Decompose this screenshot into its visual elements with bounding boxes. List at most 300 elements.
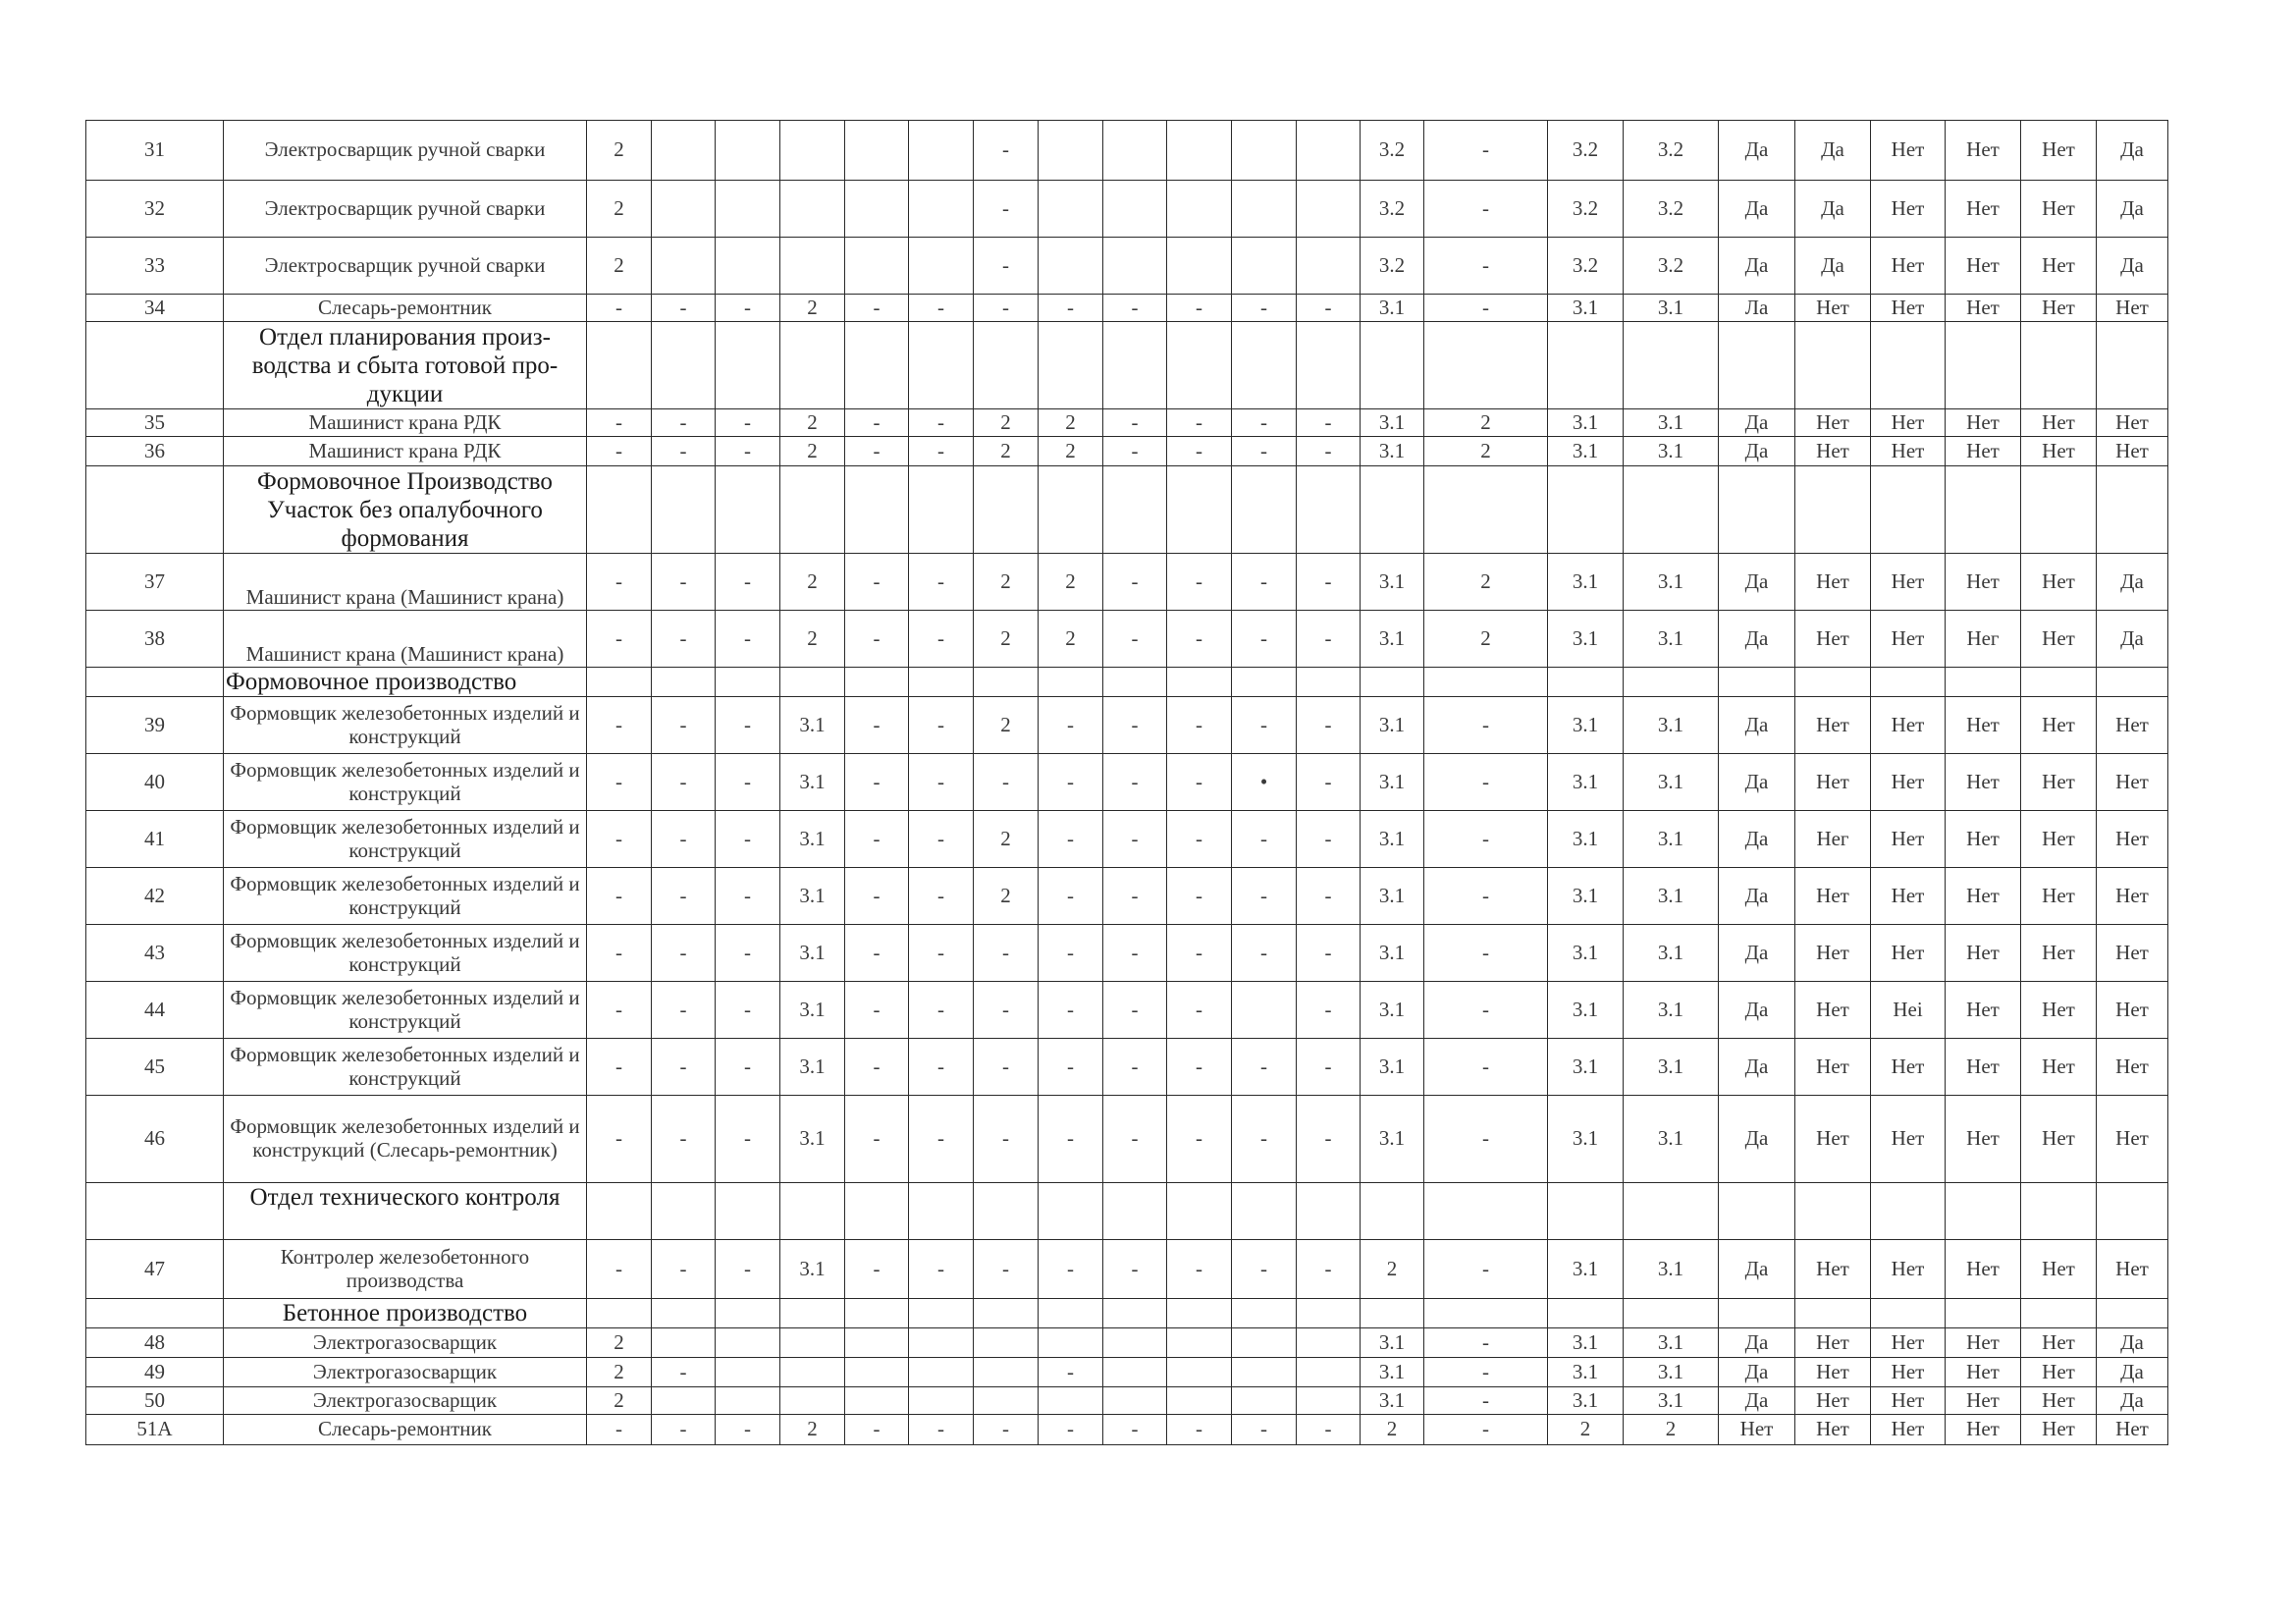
table-cell: - — [587, 611, 652, 668]
row-number: 49 — [86, 1358, 224, 1387]
table-cell: Нет — [1946, 925, 2021, 982]
table-cell: - — [587, 754, 652, 811]
table-cell: 3.1 — [1624, 982, 1719, 1039]
table-cell: Нет — [1871, 437, 1946, 466]
table-cell: - — [1297, 982, 1361, 1039]
table-cell: - — [1232, 925, 1297, 982]
table-cell: Да — [1719, 1387, 1795, 1415]
table-cell: Нет — [1795, 1240, 1871, 1299]
table-cell: Нет — [1795, 409, 1871, 437]
table-cell: Нет — [2021, 121, 2097, 181]
table-cell: Нет — [2021, 409, 2097, 437]
table-cell: - — [909, 868, 974, 925]
table-cell: - — [909, 754, 974, 811]
table-cell — [652, 121, 716, 181]
table-cell: 2 — [587, 181, 652, 238]
table-cell — [652, 1387, 716, 1415]
table-cell: - — [974, 1240, 1039, 1299]
empty-cell — [1039, 1299, 1103, 1328]
table-cell: Нет — [1946, 1240, 2021, 1299]
table-cell: Нет — [1795, 1096, 1871, 1183]
table-cell: - — [909, 811, 974, 868]
table-cell: Нет — [2097, 409, 2168, 437]
table-cell: - — [1424, 1240, 1548, 1299]
table-cell: - — [974, 121, 1039, 181]
table-cell: - — [652, 1415, 716, 1445]
table-cell: - — [1424, 1039, 1548, 1096]
table-cell — [1103, 1328, 1167, 1358]
table-cell: 2 — [974, 811, 1039, 868]
table-cell: Нет — [1795, 868, 1871, 925]
table-cell: 3.1 — [1548, 811, 1624, 868]
empty-cell — [1297, 1299, 1361, 1328]
empty-cell — [1548, 668, 1624, 697]
table-cell: - — [845, 1240, 909, 1299]
table-row — [86, 181, 2168, 238]
empty-cell — [1795, 668, 1871, 697]
empty-cell — [1548, 466, 1624, 554]
empty-cell — [1361, 668, 1424, 697]
empty-cell — [1795, 466, 1871, 554]
table-cell: - — [1297, 811, 1361, 868]
empty-cell — [2021, 322, 2097, 409]
table-cell: - — [1232, 437, 1297, 466]
table-cell: - — [909, 437, 974, 466]
table-cell: Нет — [1795, 554, 1871, 611]
table-cell: Нет — [1871, 1328, 1946, 1358]
table-cell: 2 — [1039, 437, 1103, 466]
table-cell: - — [716, 697, 780, 754]
table-cell: Нет — [1946, 697, 2021, 754]
row-number: 42 — [86, 868, 224, 925]
table-cell: 2 — [780, 437, 845, 466]
table-cell — [1232, 1328, 1297, 1358]
table-cell: - — [909, 1240, 974, 1299]
table-cell: - — [1103, 925, 1167, 982]
empty-cell — [974, 1299, 1039, 1328]
table-cell: 3.1 — [780, 1096, 845, 1183]
section-title: Бетонное производство — [224, 1299, 587, 1328]
table-cell — [1103, 121, 1167, 181]
table-cell: Нет — [1871, 181, 1946, 238]
table-cell: - — [1232, 554, 1297, 611]
table-cell: Нет — [1871, 611, 1946, 668]
empty-cell — [1719, 1299, 1795, 1328]
table-cell: Нет — [1871, 1415, 1946, 1445]
empty-cell — [1167, 466, 1232, 554]
table-cell — [1297, 121, 1361, 181]
table-cell: 2 — [1039, 611, 1103, 668]
table-cell: 2 — [974, 554, 1039, 611]
table-cell: - — [845, 982, 909, 1039]
table-cell — [1297, 1328, 1361, 1358]
table-cell: - — [1167, 811, 1232, 868]
empty-cell — [587, 1299, 652, 1328]
empty-cell — [1624, 1183, 1719, 1240]
table-cell: - — [1167, 611, 1232, 668]
table-cell: 3.1 — [1624, 1039, 1719, 1096]
table-cell: Да — [1719, 437, 1795, 466]
table-cell: - — [652, 611, 716, 668]
table-row — [86, 437, 2168, 466]
table-cell: - — [716, 811, 780, 868]
empty-cell — [1232, 668, 1297, 697]
table-cell: 3.1 — [780, 868, 845, 925]
table-cell: Нет — [2097, 925, 2168, 982]
table-cell: Да — [2097, 121, 2168, 181]
empty-cell — [1719, 322, 1795, 409]
table-cell: - — [1297, 1240, 1361, 1299]
table-cell: - — [587, 295, 652, 322]
table-cell: - — [652, 982, 716, 1039]
table-cell — [1232, 121, 1297, 181]
table-cell: Нет — [2097, 697, 2168, 754]
table-cell: - — [1167, 1039, 1232, 1096]
empty-cell — [845, 1183, 909, 1240]
table-cell: - — [652, 1096, 716, 1183]
table-cell — [780, 238, 845, 295]
table-cell: - — [1103, 868, 1167, 925]
table-cell: - — [652, 437, 716, 466]
table-body — [86, 121, 2168, 1445]
table-cell: 3.1 — [1361, 754, 1424, 811]
job-title: Формовщик железобетонных изделий и конструкций — [224, 697, 587, 754]
table-cell: Нет — [2097, 1096, 2168, 1183]
table-cell: 3.1 — [1361, 697, 1424, 754]
table-cell — [1232, 1387, 1297, 1415]
table-cell: 2 — [974, 868, 1039, 925]
table-cell: 2 — [587, 1387, 652, 1415]
table-cell: Нет — [1946, 295, 2021, 322]
row-number: 36 — [86, 437, 224, 466]
empty-cell — [652, 322, 716, 409]
table-cell: Нет — [1946, 238, 2021, 295]
table-cell: 2 — [780, 409, 845, 437]
empty-cell — [2021, 466, 2097, 554]
table-cell: 3.1 — [780, 811, 845, 868]
table-cell: - — [1103, 1096, 1167, 1183]
table-cell — [1103, 238, 1167, 295]
table-cell: - — [1039, 1415, 1103, 1445]
table-cell — [1039, 238, 1103, 295]
table-cell: - — [909, 982, 974, 1039]
table-cell — [1103, 181, 1167, 238]
table-row — [86, 1039, 2168, 1096]
table-cell: Да — [1719, 1096, 1795, 1183]
table-cell: - — [587, 811, 652, 868]
table-cell: Нет — [1795, 437, 1871, 466]
row-number: 47 — [86, 1240, 224, 1299]
table-cell: 3.1 — [1361, 409, 1424, 437]
empty-cell — [716, 1299, 780, 1328]
table-cell: Нет — [2097, 437, 2168, 466]
table-cell: - — [1167, 295, 1232, 322]
table-cell — [1167, 121, 1232, 181]
table-cell: - — [1297, 437, 1361, 466]
table-cell: 3.1 — [1624, 811, 1719, 868]
table-cell: - — [845, 868, 909, 925]
table-cell — [1039, 1328, 1103, 1358]
empty-cell — [1232, 322, 1297, 409]
empty-cell — [1946, 1299, 2021, 1328]
empty-cell — [1297, 322, 1361, 409]
table-row — [86, 554, 2168, 611]
table-cell: 3.1 — [1361, 295, 1424, 322]
table-cell: - — [1232, 295, 1297, 322]
job-title: Контролер железобетонного производства — [224, 1240, 587, 1299]
table-cell: - — [909, 554, 974, 611]
table-cell: 3.1 — [1624, 925, 1719, 982]
table-cell: - — [1167, 982, 1232, 1039]
table-cell: Да — [1795, 181, 1871, 238]
empty-cell — [1946, 668, 2021, 697]
table-cell: 3.1 — [1548, 409, 1624, 437]
table-row — [86, 238, 2168, 295]
table-cell: - — [587, 868, 652, 925]
table-cell: 2 — [587, 238, 652, 295]
table-cell: • — [1232, 754, 1297, 811]
table-cell: - — [652, 1039, 716, 1096]
table-cell: 3.1 — [1548, 1096, 1624, 1183]
empty-cell — [780, 466, 845, 554]
table-cell: - — [1232, 811, 1297, 868]
table-cell: - — [587, 554, 652, 611]
table-cell: - — [1167, 409, 1232, 437]
table-cell: - — [652, 554, 716, 611]
table-cell: - — [652, 811, 716, 868]
table-cell: Нег — [1946, 611, 2021, 668]
table-cell: Нет — [1795, 697, 1871, 754]
job-title: Машинист крана (Машинист крана) — [224, 554, 587, 611]
table-cell: Нет — [1795, 925, 1871, 982]
table-cell: 3.1 — [1624, 437, 1719, 466]
empty-cell — [1103, 322, 1167, 409]
table-cell: Да — [1719, 697, 1795, 754]
table-cell: Да — [2097, 554, 2168, 611]
table-cell: Нет — [1795, 1415, 1871, 1445]
table-cell: - — [1103, 1415, 1167, 1445]
table-cell: Нет — [1795, 1358, 1871, 1387]
table-cell: Да — [1719, 1358, 1795, 1387]
table-cell — [1103, 1358, 1167, 1387]
table-cell: Да — [1719, 121, 1795, 181]
table-cell: - — [587, 1240, 652, 1299]
table-cell: - — [1297, 611, 1361, 668]
table-cell: Да — [1719, 611, 1795, 668]
job-title: Электрогазосварщик — [224, 1328, 587, 1358]
table-cell: Нет — [2097, 1240, 2168, 1299]
table-cell: 2 — [587, 1328, 652, 1358]
empty-cell — [780, 1183, 845, 1240]
row-number: 44 — [86, 982, 224, 1039]
empty-cell — [1871, 1299, 1946, 1328]
table-cell: - — [1232, 1096, 1297, 1183]
empty-cell — [909, 1299, 974, 1328]
table-cell: Нет — [2021, 611, 2097, 668]
table-cell — [909, 238, 974, 295]
empty-cell — [1624, 668, 1719, 697]
table-cell — [652, 238, 716, 295]
table-cell: 3.1 — [1624, 1240, 1719, 1299]
row-number: 34 — [86, 295, 224, 322]
table-cell: - — [1103, 697, 1167, 754]
empty-cell — [652, 466, 716, 554]
table-cell: Нет — [1871, 121, 1946, 181]
table-row — [86, 295, 2168, 322]
table-cell — [1039, 181, 1103, 238]
table-cell: 3.1 — [1548, 611, 1624, 668]
empty-cell — [1232, 1299, 1297, 1328]
table-cell: 3.1 — [1361, 1096, 1424, 1183]
table-cell: Ла — [1719, 295, 1795, 322]
table-cell: Да — [1719, 1039, 1795, 1096]
table-cell: - — [716, 611, 780, 668]
table-cell: - — [1103, 754, 1167, 811]
empty-cell — [1167, 1183, 1232, 1240]
empty-cell — [1719, 1183, 1795, 1240]
table-cell: Да — [2097, 1358, 2168, 1387]
table-cell: - — [1039, 1096, 1103, 1183]
table-cell: Да — [2097, 181, 2168, 238]
table-cell: 3.1 — [1361, 1358, 1424, 1387]
section-header-row — [86, 1299, 2168, 1328]
job-title: Формовщик железобетонных изделий и конструкций (Слесарь-ремонтник) — [224, 1096, 587, 1183]
empty-cell — [86, 322, 224, 409]
table-cell: - — [1424, 1358, 1548, 1387]
table-cell: 3.1 — [1548, 295, 1624, 322]
table-cell — [1167, 1328, 1232, 1358]
table-cell — [780, 1387, 845, 1415]
table-cell: - — [1039, 754, 1103, 811]
table-cell: - — [1167, 697, 1232, 754]
table-cell: - — [1424, 1328, 1548, 1358]
table-cell — [909, 1328, 974, 1358]
table-cell — [1232, 1358, 1297, 1387]
table-cell — [716, 1358, 780, 1387]
table-cell: - — [587, 409, 652, 437]
table-cell: Да — [2097, 611, 2168, 668]
table-cell: - — [1297, 295, 1361, 322]
table-cell: - — [909, 1039, 974, 1096]
table-cell: - — [845, 925, 909, 982]
job-title: Слесарь-ремонтник — [224, 295, 587, 322]
row-number: 37 — [86, 554, 224, 611]
row-number: 38 — [86, 611, 224, 668]
table-cell: Нет — [1795, 1387, 1871, 1415]
table-cell: - — [1232, 1240, 1297, 1299]
table-cell: Нет — [2097, 1415, 2168, 1445]
table-cell: Нет — [2021, 1096, 2097, 1183]
table-cell: 3.1 — [780, 925, 845, 982]
table-cell: Нет — [1946, 1328, 2021, 1358]
table-cell: Да — [1719, 811, 1795, 868]
empty-cell — [716, 1183, 780, 1240]
row-number: 31 — [86, 121, 224, 181]
empty-cell — [86, 1299, 224, 1328]
empty-cell — [1297, 668, 1361, 697]
table-cell: 3.2 — [1624, 121, 1719, 181]
empty-cell — [587, 1183, 652, 1240]
table-cell: - — [909, 925, 974, 982]
table-cell: - — [974, 754, 1039, 811]
table-cell: 3.2 — [1361, 238, 1424, 295]
table-cell: 3.1 — [1624, 754, 1719, 811]
table-cell: 2 — [780, 611, 845, 668]
table-cell: - — [587, 437, 652, 466]
empty-cell — [587, 466, 652, 554]
table-cell: - — [1167, 1240, 1232, 1299]
table-cell: 2 — [1039, 409, 1103, 437]
table-cell: Нет — [1795, 1328, 1871, 1358]
table-cell: - — [974, 1415, 1039, 1445]
table-cell — [974, 1328, 1039, 1358]
empty-cell — [1232, 466, 1297, 554]
table-cell: - — [845, 1096, 909, 1183]
table-cell: - — [1039, 295, 1103, 322]
table-cell: - — [1297, 697, 1361, 754]
table-cell: - — [1039, 697, 1103, 754]
job-title: Электросварщик ручной сварки — [224, 121, 587, 181]
table-cell: Да — [2097, 238, 2168, 295]
empty-cell — [1624, 1299, 1719, 1328]
table-cell: - — [1167, 437, 1232, 466]
table-cell — [845, 1358, 909, 1387]
empty-cell — [1624, 466, 1719, 554]
table-cell: - — [909, 697, 974, 754]
table-cell: - — [1039, 1039, 1103, 1096]
table-cell: 3.1 — [1361, 554, 1424, 611]
empty-cell — [1795, 322, 1871, 409]
empty-cell — [1297, 466, 1361, 554]
table-cell: - — [974, 181, 1039, 238]
table-cell: - — [845, 811, 909, 868]
table-cell: - — [1039, 982, 1103, 1039]
table-cell: 3.1 — [1548, 554, 1624, 611]
empty-cell — [2097, 1299, 2168, 1328]
table-cell — [780, 1328, 845, 1358]
table-cell: 2 — [587, 1358, 652, 1387]
empty-cell — [1795, 1299, 1871, 1328]
table-cell: 2 — [780, 554, 845, 611]
table-cell: - — [652, 925, 716, 982]
table-cell: 3.1 — [1624, 868, 1719, 925]
table-cell: - — [974, 982, 1039, 1039]
table-cell: - — [1039, 1358, 1103, 1387]
empty-cell — [845, 668, 909, 697]
empty-cell — [1424, 1183, 1548, 1240]
table-cell: - — [1297, 1039, 1361, 1096]
table-cell: Нет — [2097, 868, 2168, 925]
empty-cell — [974, 322, 1039, 409]
empty-cell — [1361, 1299, 1424, 1328]
table-cell: - — [716, 1039, 780, 1096]
table-cell: - — [587, 925, 652, 982]
table-cell: Нет — [2021, 437, 2097, 466]
table-cell: - — [1424, 1415, 1548, 1445]
table-cell — [1167, 181, 1232, 238]
table-cell — [909, 181, 974, 238]
table-cell: Да — [2097, 1387, 2168, 1415]
table-cell: Нет — [1871, 1096, 1946, 1183]
table-cell: 3.1 — [1361, 1387, 1424, 1415]
table-cell: Нег — [1795, 811, 1871, 868]
empty-cell — [1548, 1183, 1624, 1240]
table-cell: 3.1 — [780, 754, 845, 811]
table-cell: 3.1 — [1361, 1328, 1424, 1358]
empty-cell — [1039, 1183, 1103, 1240]
table-cell — [1103, 1387, 1167, 1415]
table-cell: - — [974, 1039, 1039, 1096]
